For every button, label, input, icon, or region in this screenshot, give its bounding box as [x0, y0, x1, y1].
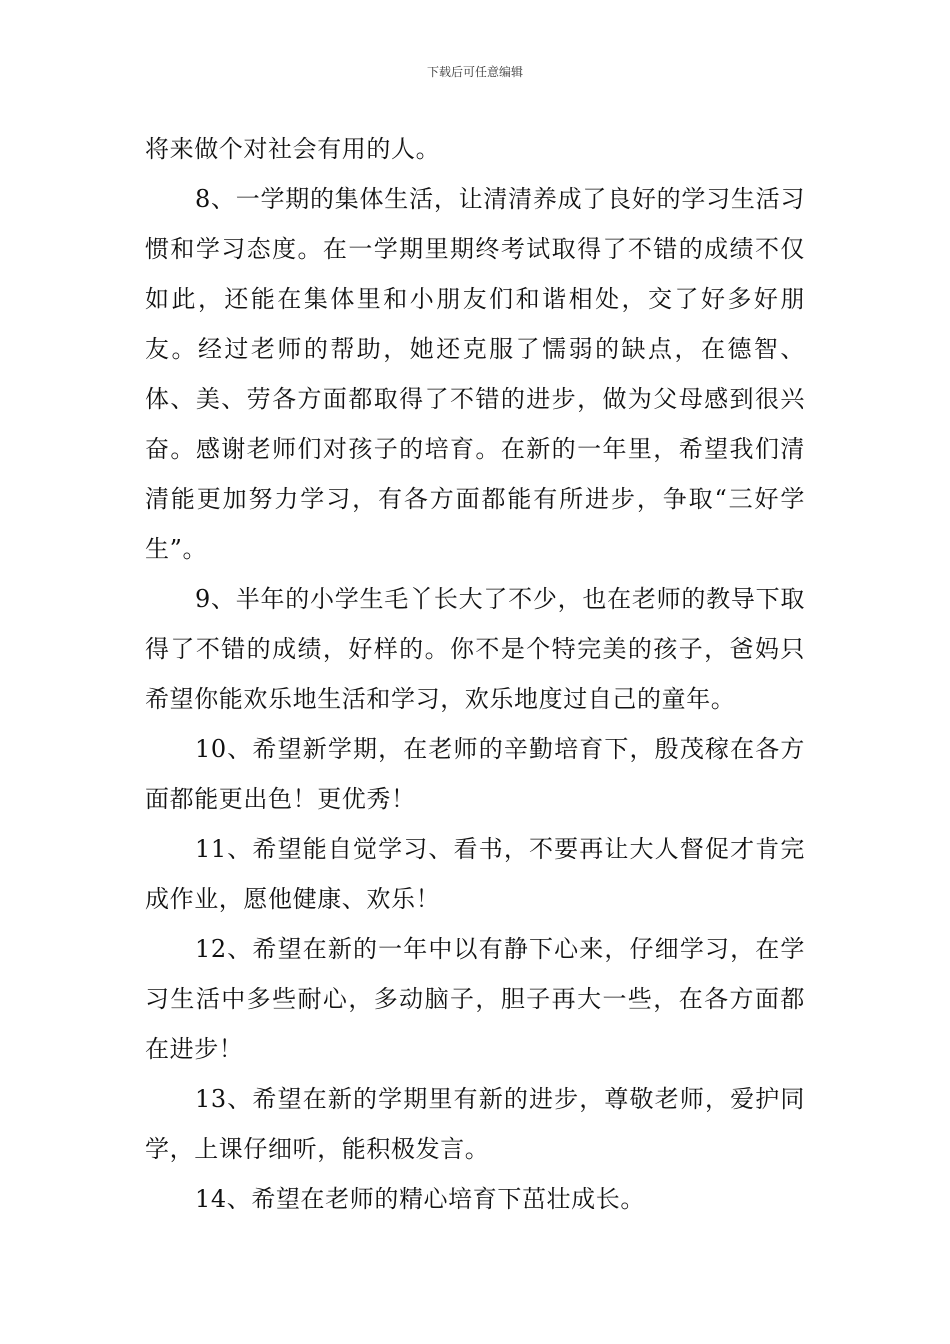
- paragraph-14: 14、希望在老师的精心培育下茁壮成长。: [195, 1185, 645, 1213]
- paragraph-13: 13、希望在新的学期里有新的进步，尊敬老师，爱护同学，上课仔细听，能积极发言。: [145, 1085, 805, 1163]
- document-body: [145, 124, 805, 1224]
- paragraph-9: 9、半年的小学生毛丫长大了不少，也在老师的教导下取得了不错的成绩，好样的。你不是个特完美的孩子，爸妈只希望你能欢乐地生活和学习，欢乐地度过自己的童年。: [145, 585, 805, 713]
- paragraph-11: 11、希望能自觉学习、看书，不要再让大人督促才肯完成作业，愿他健康、欢乐！: [145, 835, 805, 913]
- paragraph-10: 10、希望新学期，在老师的辛勤培育下，殷茂稼在各方面都能更出色！更优秀！: [145, 735, 805, 813]
- paragraph-8: 8、一学期的集体生活，让清清养成了良好的学习生活习惯和学习态度。在一学期里期终考试取得了不错的成绩不仅如此，还能在集体里和小朋友们和谐相处，交了好多好朋友。经过老师的帮助，她还克服了懦弱的缺点，在德智、体、美、劳各方面都取得了不错的进步，做为父母感到很兴奋。感谢老师们对孩子的培育。在新的一年里，希望我们清清能更加努力学习，有各方面都能有所进步，争取“三好学生”。: [145, 185, 805, 563]
- paragraph-0: 将来做个对社会有用的人。: [145, 135, 441, 163]
- page-header: 下载后可任意编辑: [426, 65, 523, 79]
- paragraph-12: 12、希望在新的一年中以有静下心来，仔细学习，在学习生活中多些耐心，多动脑子，胆子再大一些，在各方面都在进步！: [145, 935, 805, 1063]
